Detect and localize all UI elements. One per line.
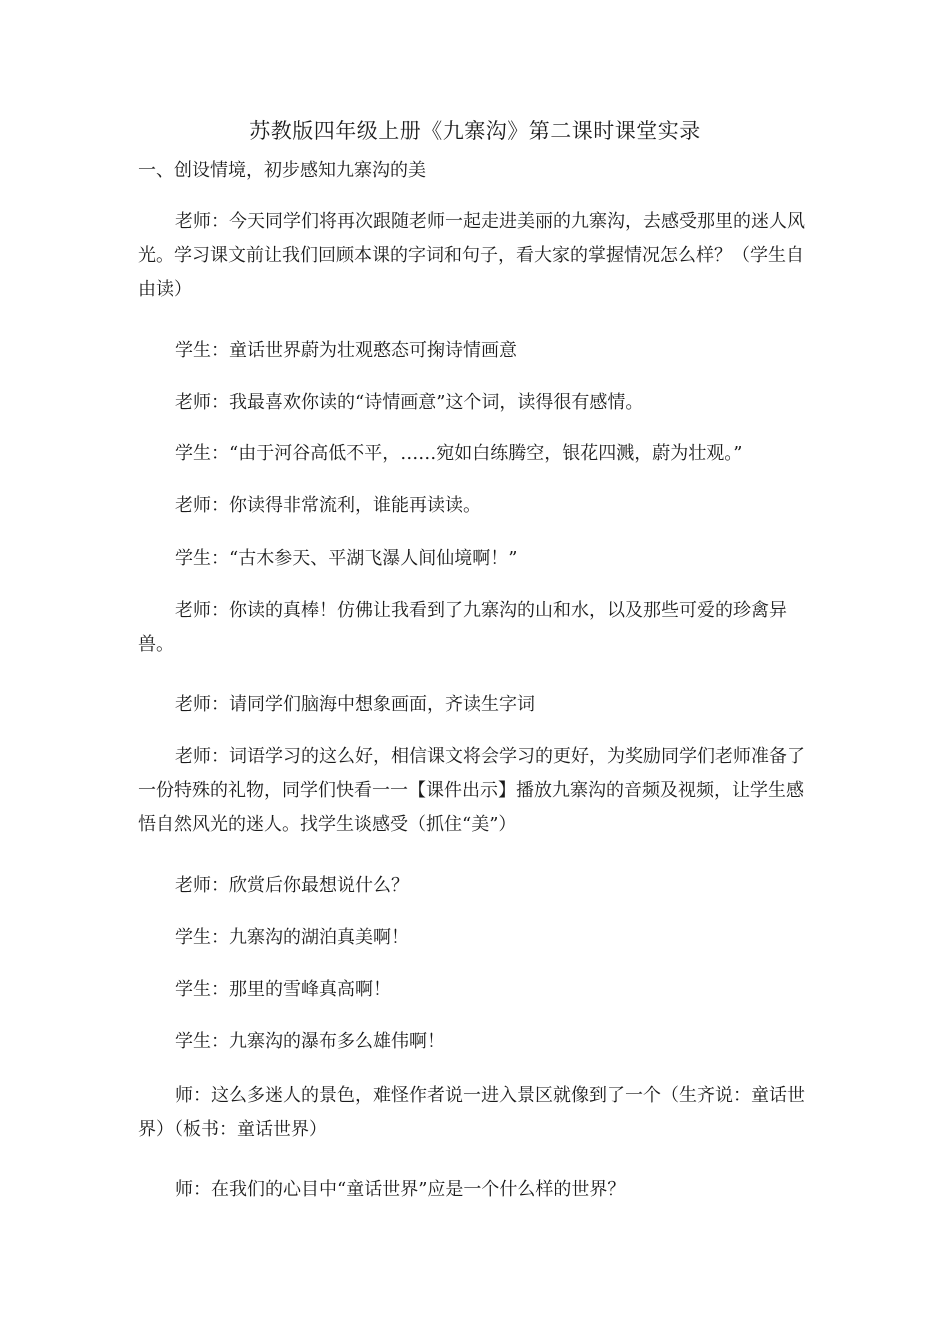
paragraph: 学生：九寨沟的瀑布多么雄伟啊！	[175, 1031, 445, 1052]
document-title: 苏教版四年级上册《九寨沟》第二课时课堂实录	[249, 119, 701, 143]
paragraph: 老师：欣赏后你最想说什么？	[175, 875, 409, 896]
paragraph: 学生：“古木参天、平湖飞瀑人间仙境啊！”	[175, 548, 518, 569]
paragraph: 老师：你读的真棒！仿佛让我看到了九寨沟的山和水，以及那些可爱的珍禽异兽。	[138, 600, 787, 655]
paragraph: 学生：九寨沟的湖泊真美啊！	[175, 927, 409, 948]
paragraph: 师：在我们的心目中“童话世界”应是一个什么样的世界？	[175, 1179, 626, 1200]
section-heading: 一、创设情境，初步感知九寨沟的美	[138, 160, 426, 181]
paragraph: 老师：词语学习的这么好，相信课文将会学习的更好，为奖励同学们老师准备了一份特殊的礼物，同学们快看一一【课件出示】播放九寨沟的音频及视频，让学生感悟自然风光的迷人。找学生谈感受（抓住“美”）	[138, 746, 805, 835]
paragraph: 学生：那里的雪峰真高啊！	[175, 979, 391, 1000]
paragraph: 师：这么多迷人的景色，难怪作者说一进入景区就像到了一个（生齐说：童话世界）（板书：童话世界）	[138, 1085, 805, 1140]
paragraph: 老师：请同学们脑海中想象画面，齐读生字词	[175, 694, 535, 715]
paragraph: 学生：“由于河谷高低不平，……宛如白练腾空，银花四溅，蔚为壮观。”	[175, 443, 743, 464]
paragraph: 老师：今天同学们将再次跟随老师一起走进美丽的九寨沟，去感受那里的迷人风光。学习课文前让我们回顾本课的字词和句子，看大家的掌握情况怎么样？（学生自由读）	[138, 211, 805, 300]
paragraph: 老师：你读得非常流利，谁能再读读。	[175, 495, 481, 516]
paragraph: 学生：童话世界蔚为壮观憨态可掬诗情画意	[175, 340, 517, 361]
paragraph: 老师：我最喜欢你读的“诗情画意”这个词，读得很有感情。	[175, 392, 644, 413]
